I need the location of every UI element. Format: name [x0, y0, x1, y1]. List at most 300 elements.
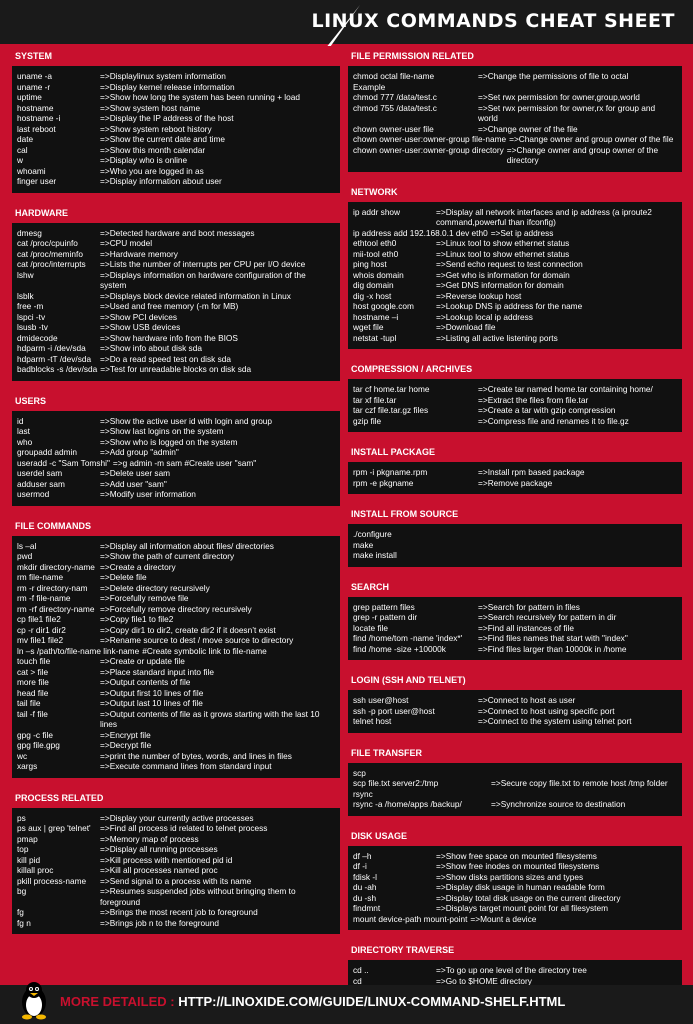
- command-row: [17, 823, 334, 834]
- command-row: [17, 333, 334, 344]
- command-row: [17, 468, 334, 479]
- command-description: =>Lookup local ip address: [436, 311, 533, 322]
- command-description: =>Change the permissions of file to octal: [478, 71, 629, 81]
- command-description: =>Connect to host using specific port: [478, 705, 615, 716]
- command-text: tar cf home.tar home: [353, 384, 430, 394]
- command-row: [17, 238, 334, 249]
- command-text: df –h: [353, 850, 372, 861]
- command-row: [17, 259, 334, 270]
- command-text: chown owner-user:owner-group file-name: [353, 134, 507, 144]
- section-title: PROCESS RELATED: [12, 788, 340, 808]
- command-row: [17, 145, 334, 156]
- command-text: chmod 777 /data/test.c: [353, 92, 437, 102]
- command-description: =>Display information about user: [100, 176, 222, 186]
- command-text: cat /proc/interrupts: [17, 259, 86, 269]
- command-description: =>Set rwx permission for owner,group,world: [478, 92, 640, 102]
- command-text: cp file1 file2: [17, 614, 61, 624]
- command-text: cal: [17, 144, 28, 155]
- command-description: =>Reverse lookup host: [436, 290, 522, 301]
- command-text: rpm -e pkgname: [353, 477, 414, 488]
- command-row: [17, 593, 334, 604]
- command-description: =>Send echo request to test connection: [436, 259, 583, 269]
- command-row: [353, 706, 676, 717]
- section-body: [348, 202, 682, 350]
- command-row: [353, 333, 676, 344]
- command-row: [17, 458, 334, 469]
- command-description: =>Show free space on mounted filesystems: [436, 850, 597, 861]
- command-text: free -m: [17, 301, 44, 311]
- command-text: last: [17, 426, 30, 436]
- command-text: dig domain: [353, 280, 394, 290]
- command-text: du -sh: [353, 892, 377, 903]
- command-row: [353, 228, 676, 239]
- command-description: =>Show PCI devices: [100, 311, 178, 322]
- command-row: [17, 583, 334, 594]
- command-row: [17, 270, 334, 291]
- command-row: [353, 207, 676, 228]
- command-row: [17, 426, 334, 437]
- command-row: [353, 633, 676, 644]
- command-description: =>Find files larger than 10000k in /home: [478, 643, 627, 654]
- command-row: [17, 166, 334, 177]
- command-row: [353, 893, 676, 904]
- command-text: cat /proc/meminfo: [17, 248, 83, 259]
- command-row: [353, 540, 676, 551]
- section-title: DIRECTORY TRAVERSE: [348, 940, 682, 960]
- section-body: [348, 763, 682, 816]
- command-row: [17, 322, 334, 333]
- command-row: [353, 851, 676, 862]
- section-title: DISK USAGE: [348, 826, 682, 846]
- command-text: make: [353, 539, 374, 550]
- command-description: =>Display the IP address of the host: [100, 113, 234, 123]
- command-row: [17, 625, 334, 636]
- command-text: useradd -c "Sam Tomshi": [17, 457, 110, 468]
- command-text: rpm -i pkgname.rpm: [353, 467, 428, 477]
- command-text: dmesg: [17, 227, 42, 238]
- command-row: [17, 813, 334, 824]
- command-row: [17, 364, 334, 375]
- command-description: =>Brings job n to the foreground: [100, 917, 220, 928]
- command-text: gpg -c file: [17, 729, 53, 740]
- command-description: =>Output contents of file: [100, 677, 191, 687]
- command-description: =>Show the path of current directory: [100, 551, 235, 561]
- command-row: [17, 876, 334, 887]
- command-description: =>Hardware memory: [100, 248, 178, 259]
- command-row: [17, 71, 334, 82]
- command-description: =>Forcefully remove directory recursively: [100, 603, 252, 614]
- command-description: =>Create tar named home.tar containing home/: [478, 384, 653, 394]
- section-body: [348, 524, 682, 567]
- command-text: netstat -tupl: [353, 332, 397, 343]
- command-row: [17, 730, 334, 741]
- command-description: =>Memory map of process: [100, 833, 199, 844]
- command-text: ls –al: [17, 540, 37, 551]
- command-row: [17, 447, 334, 458]
- command-description: =>Kill process with mentioned pid id: [100, 854, 233, 865]
- command-row: [353, 103, 676, 124]
- section-body: [348, 690, 682, 733]
- command-description: =>Delete directory recursively: [100, 582, 210, 593]
- command-description: =>Search for pattern in files: [478, 601, 580, 612]
- command-text: hostname -i: [17, 113, 61, 123]
- command-description: =>Decrypt file: [100, 740, 152, 750]
- command-description: =>Display your currently active processes: [100, 812, 254, 823]
- command-text: whois domain: [353, 269, 404, 280]
- command-description: =>Display all network interfaces and ip address (a iproute2 command,powerful than ifconfig): [436, 206, 652, 227]
- command-row: [353, 861, 676, 872]
- left-column: [12, 46, 340, 944]
- command-description: =>Connect to host as user: [478, 695, 576, 705]
- section-title: FILE TRANSFER: [348, 743, 682, 763]
- command-text: mount device-path mount-point: [353, 913, 468, 924]
- command-row: [17, 834, 334, 845]
- command-row: [353, 965, 676, 976]
- section-login-ssh-and-telnet: [348, 670, 682, 733]
- command-description: =>Linux tool to show ethernet status: [436, 238, 570, 248]
- command-text: badblocks -s /dev/sda: [17, 364, 98, 374]
- command-text: lsusb -tv: [17, 322, 48, 332]
- command-text: ssh -p port user@host: [353, 705, 435, 716]
- section-title: NETWORK: [348, 182, 682, 202]
- footer-label: MORE DETAILED :: [60, 994, 175, 1009]
- footer-url[interactable]: HTTP://LINOXIDE.COM/GUIDE/LINUX-COMMAND-SHELF.HTML: [178, 994, 566, 1009]
- command-row: [353, 789, 676, 800]
- section-body: [348, 846, 682, 931]
- section-search: [348, 577, 682, 661]
- command-text: hdparm -i /dev/sda: [17, 343, 86, 353]
- section-title: SEARCH: [348, 577, 682, 597]
- command-text: rm -f file-name: [17, 593, 71, 603]
- section-title: LOGIN (SSH AND TELNET): [348, 670, 682, 690]
- section-title: INSTALL PACKAGE: [348, 442, 682, 462]
- command-row: [353, 529, 676, 540]
- command-text: touch file: [17, 656, 51, 666]
- section-body: [348, 462, 682, 494]
- section-system: [12, 46, 340, 193]
- command-description: =>Display all information about files/ directories: [100, 540, 274, 551]
- command-row: [17, 103, 334, 114]
- command-row: [17, 572, 334, 583]
- command-text: uptime: [17, 92, 42, 102]
- command-text: whoami: [17, 165, 46, 176]
- command-text: wc: [17, 750, 28, 761]
- command-description: =>Displaylinux system information: [100, 71, 226, 81]
- command-description: =>Show how long the system has been running + load: [100, 92, 300, 102]
- command-row: [353, 602, 676, 613]
- command-description: =>Who you are logged in as: [100, 165, 204, 176]
- section-install-from-source: [348, 504, 682, 567]
- command-text: fdisk -l: [353, 871, 377, 882]
- command-text: who: [17, 436, 33, 447]
- command-description: =>Show free inodes on mounted filesystems: [436, 861, 600, 871]
- command-row: [17, 907, 334, 918]
- command-row: [353, 270, 676, 281]
- command-row: [17, 865, 334, 876]
- command-row: [17, 92, 334, 103]
- command-row: [17, 614, 334, 625]
- command-text: chmod 755 /data/test.c: [353, 102, 437, 113]
- command-text: bg: [17, 886, 27, 896]
- command-description: =>Show disks partitions sizes and types: [436, 871, 584, 882]
- section-body: [348, 66, 682, 172]
- command-description: =>g admin -m sam #Create user "sam": [112, 457, 257, 468]
- command-description: =>Show this month calendar: [100, 144, 206, 155]
- command-text: grep pattern files: [353, 601, 415, 612]
- command-text: lspci -tv: [17, 311, 46, 322]
- page-title: LINUX COMMANDS CHEAT SHEET: [311, 10, 675, 32]
- command-row: [353, 322, 676, 333]
- command-text: pmap: [17, 833, 38, 844]
- command-description: =>Synchronize source to destination: [491, 799, 626, 809]
- command-description: =>Do a read speed test on disk sda: [100, 353, 231, 364]
- command-description: =>Search recursively for pattern in dir: [478, 612, 617, 622]
- command-row: [353, 467, 676, 478]
- command-text: userdel sam: [17, 468, 63, 478]
- section-file-transfer: [348, 743, 682, 816]
- command-text: cp -r dir1 dir2: [17, 624, 66, 635]
- command-row: [17, 918, 334, 929]
- command-description: =>Compress file and renames it to file.gz: [478, 415, 629, 426]
- command-description: =>Show USB devices: [100, 322, 181, 332]
- command-text: id: [17, 415, 24, 426]
- section-body: [348, 597, 682, 661]
- command-text: top: [17, 844, 29, 854]
- command-description: =>Connect to the system using telnet port: [478, 716, 632, 726]
- command-row: [353, 416, 676, 427]
- command-description: #Create symbolic link to file-name: [142, 645, 267, 656]
- section-file-commands: [12, 516, 340, 778]
- command-description: =>Show the current date and time: [100, 134, 225, 144]
- command-text: uname -r: [17, 81, 51, 92]
- command-row: [17, 761, 334, 772]
- section-body: [12, 536, 340, 778]
- section-users: [12, 391, 340, 506]
- command-row: [353, 612, 676, 623]
- command-description: =>Show hardware info from the BIOS: [100, 332, 238, 343]
- command-description: =>Change owner of the file: [478, 123, 578, 134]
- command-row: [353, 395, 676, 406]
- command-description: =>Add group "admin": [100, 447, 179, 457]
- command-description: =>Rename source to dest / move source to directory: [100, 635, 294, 645]
- command-text: make install: [353, 550, 397, 560]
- command-text: finger user: [17, 176, 57, 186]
- command-text: tar czf file.tar.gz files: [353, 405, 429, 415]
- section-body: [12, 808, 340, 935]
- command-row: [353, 716, 676, 727]
- command-text: ethtool eth0: [353, 238, 397, 248]
- command-row: [17, 677, 334, 688]
- command-text: gpg file.gpg: [17, 740, 60, 750]
- command-description: =>print the number of bytes, words, and lines in files: [100, 750, 292, 761]
- command-text: tar xf file.tar: [353, 394, 397, 405]
- command-text: hostname: [17, 102, 54, 113]
- command-text: scp file.txt server2:/tmp: [353, 778, 439, 788]
- command-description: =>Display who is online: [100, 155, 188, 165]
- section-title: SYSTEM: [12, 46, 340, 66]
- command-row: [353, 914, 676, 925]
- section-body: [12, 223, 340, 381]
- command-text: rsync -a /home/apps /backup/: [353, 799, 462, 809]
- section-title: USERS: [12, 391, 340, 411]
- command-description: =>Display kernel release information: [100, 81, 235, 92]
- command-row: [353, 778, 676, 789]
- command-text: chown owner-user:owner-group directory: [353, 144, 504, 155]
- command-row: [353, 291, 676, 302]
- section-title: FILE PERMISSION RELATED: [348, 46, 682, 66]
- command-text: ps: [17, 812, 26, 823]
- command-description: =>Resumes suspended jobs without bringing them to foreground: [100, 886, 296, 907]
- command-text: lsblk: [17, 290, 34, 301]
- section-file-permission-related: [348, 46, 682, 172]
- command-text: rm -rf directory-name: [17, 603, 95, 614]
- command-row: [17, 124, 334, 135]
- command-text: ps aux | grep 'telnet': [17, 823, 91, 833]
- section-body: [12, 66, 340, 193]
- command-text: cat /proc/cpuinfo: [17, 238, 78, 248]
- command-description: =>Create or update file: [100, 656, 185, 666]
- command-description: =>Remove package: [478, 477, 553, 488]
- section-title: FILE COMMANDS: [12, 516, 340, 536]
- command-row: [353, 384, 676, 395]
- command-row: [353, 405, 676, 416]
- command-description: =>Forcefully remove file: [100, 593, 189, 603]
- command-description: =>Place standard input into file: [100, 666, 214, 677]
- command-description: =>Delete user sam: [100, 468, 171, 478]
- command-description: =>Extract the files from file.tar: [478, 394, 589, 405]
- command-text: groupadd admin: [17, 447, 77, 457]
- command-row: [353, 644, 676, 655]
- command-row: [353, 259, 676, 270]
- command-description: =>Mount a device: [470, 913, 537, 924]
- command-description: =>Display all running processes: [100, 844, 218, 854]
- command-text: hdparm -tT /dev/sda: [17, 353, 92, 364]
- command-text: find /home/tom -name 'index*': [353, 633, 463, 643]
- command-text: host google.com: [353, 301, 414, 311]
- command-row: [17, 562, 334, 573]
- command-text: fg n: [17, 917, 31, 928]
- tux-penguin-icon: [14, 980, 54, 1020]
- command-row: [353, 882, 676, 893]
- command-text: ping host: [353, 259, 387, 269]
- command-text: df -i: [353, 861, 367, 871]
- command-text: gzip file: [353, 415, 382, 426]
- command-description: =>Get DNS information for domain: [436, 280, 564, 290]
- command-row: [353, 312, 676, 323]
- right-column: [348, 46, 682, 1013]
- command-row: [353, 695, 676, 706]
- command-text: kill pid: [17, 854, 41, 865]
- section-disk-usage: [348, 826, 682, 931]
- command-description: =>Display total disk usage on the current directory: [436, 892, 621, 903]
- command-text: ./configure: [353, 529, 392, 539]
- command-row: [17, 656, 334, 667]
- command-description: =>Displays information on hardware configuration of the system: [100, 269, 306, 290]
- command-text: cat > file: [17, 666, 49, 677]
- command-text: du -ah: [353, 882, 377, 892]
- command-description: =>Copy dir1 to dir2, create dir2 if it doesn’t exist: [100, 624, 276, 635]
- command-row: [17, 113, 334, 124]
- command-row: [17, 604, 334, 615]
- command-text: w: [17, 155, 23, 165]
- command-text: pwd: [17, 551, 33, 561]
- command-text: locate file: [353, 622, 389, 633]
- command-text: mii-tool eth0: [353, 248, 399, 259]
- command-text: cd ..: [353, 965, 369, 975]
- command-text: more file: [17, 677, 49, 687]
- command-description: =>Get who is information for domain: [436, 269, 570, 280]
- command-text: pkill process-name: [17, 875, 87, 886]
- command-row: [17, 228, 334, 239]
- command-description: =>Change owner and group owner of the file: [509, 134, 674, 144]
- command-row: [17, 855, 334, 866]
- command-row: [17, 886, 334, 907]
- command-text: scp: [353, 767, 366, 778]
- section-hardware: [12, 203, 340, 381]
- command-description: =>Install rpm based package: [478, 467, 585, 477]
- command-row: [17, 479, 334, 490]
- command-text: cd: [353, 975, 362, 986]
- command-text: fg: [17, 907, 24, 917]
- command-description: =>Download file: [436, 322, 496, 332]
- command-row: [353, 478, 676, 489]
- command-text: rsync: [353, 788, 373, 799]
- command-text: killall proc: [17, 865, 54, 875]
- section-process-related: [12, 788, 340, 935]
- command-description: =>Show the active user id with login and group: [100, 415, 273, 426]
- section-body: [12, 411, 340, 506]
- command-text: last reboot: [17, 123, 56, 134]
- command-description: =>Delete file: [100, 572, 147, 582]
- command-description: =>Create a directory: [100, 561, 176, 572]
- command-text: tail -f file: [17, 708, 48, 719]
- command-description: =>Brings the most recent job to foreground: [100, 907, 258, 917]
- section-title: HARDWARE: [12, 203, 340, 223]
- command-row: [17, 844, 334, 855]
- command-row: [17, 176, 334, 187]
- command-text: grep -r pattern dir: [353, 612, 418, 622]
- command-row: [17, 709, 334, 730]
- command-row: [17, 343, 334, 354]
- command-row: [17, 740, 334, 751]
- command-description: =>Set ip address: [490, 227, 554, 238]
- command-description: =>Set rwx permission for owner,rx for group and world: [478, 102, 656, 123]
- command-description: =>Modify user information: [100, 489, 196, 499]
- footer-link[interactable]: [60, 994, 565, 1009]
- command-description: =>Find all instances of file: [478, 622, 574, 633]
- command-description: =>Show system reboot history: [100, 123, 212, 134]
- command-description: =>CPU model: [100, 238, 153, 248]
- command-description: =>Add user "sam": [100, 478, 167, 489]
- command-text: uname -a: [17, 71, 53, 81]
- command-text: tail file: [17, 698, 41, 708]
- command-row: [353, 280, 676, 291]
- command-text: wget file: [353, 322, 384, 332]
- command-text: lshw: [17, 269, 34, 280]
- command-row: [353, 71, 676, 82]
- command-description: =>Show who is logged on the system: [100, 436, 238, 447]
- command-row: [17, 437, 334, 448]
- command-text: rm file-name: [17, 572, 64, 582]
- section-install-package: [348, 442, 682, 494]
- command-row: [17, 667, 334, 678]
- command-description: =>Output contents of file as it grows starting with the last 10 lines: [100, 708, 320, 729]
- command-text: rm -r directory-nam: [17, 582, 88, 593]
- command-row: [17, 489, 334, 500]
- command-row: [353, 92, 676, 103]
- command-description: =>Listing all active listening ports: [436, 332, 558, 343]
- command-row: [17, 635, 334, 646]
